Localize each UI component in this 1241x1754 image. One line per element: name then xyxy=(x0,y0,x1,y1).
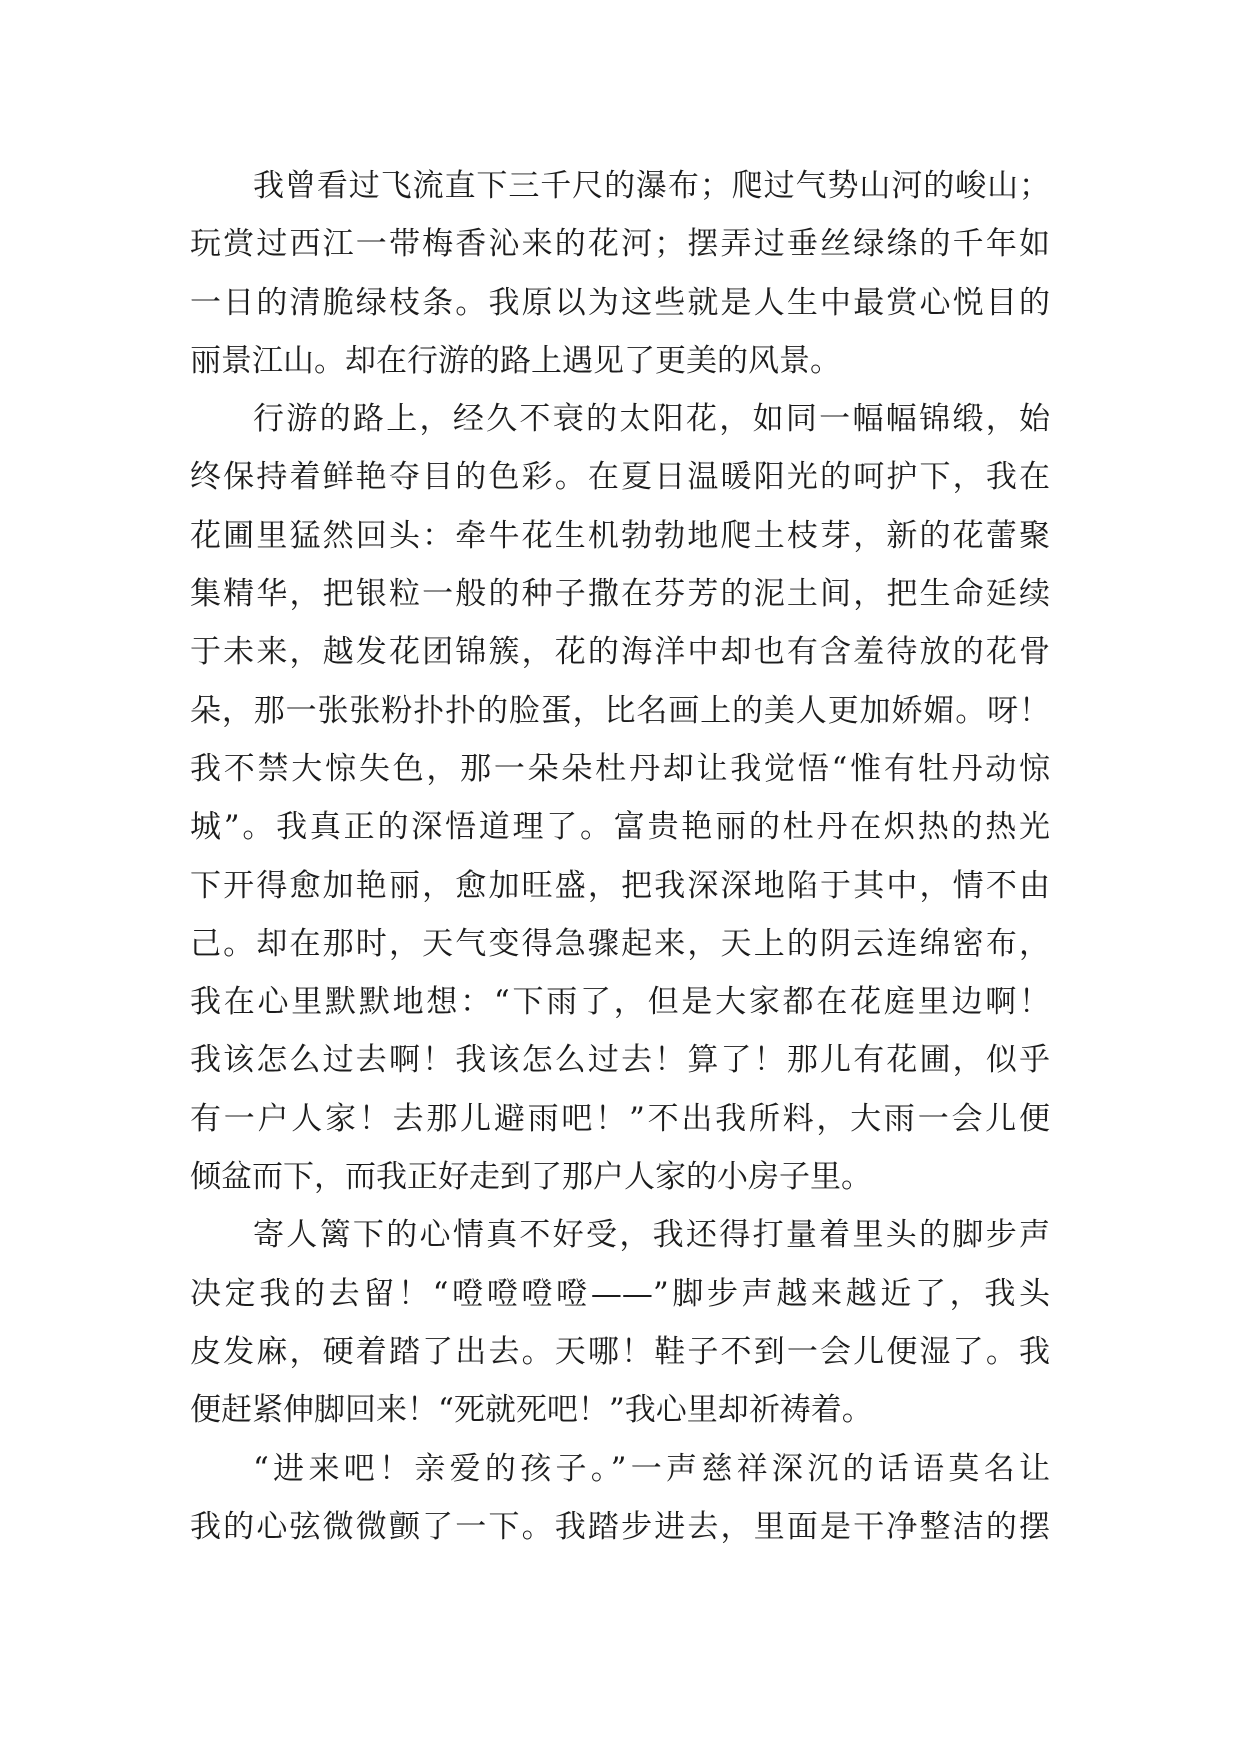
text-line: 有一户人家！去那儿避雨吧！”不出我所料，大雨一会儿便 xyxy=(190,1100,1050,1137)
text-line: 我的心弦微微颤了一下。我踏步进去，里面是干净整洁的摆 xyxy=(190,1508,1050,1545)
text-line: 我不禁大惊失色，那一朵朵杜丹却让我觉悟“惟有牡丹动惊 xyxy=(190,750,1050,787)
text-line: 下开得愈加艳丽，愈加旺盛，把我深深地陷于其中，情不由 xyxy=(190,867,1050,904)
essay-body xyxy=(190,157,1050,1556)
text-line: 集精华，把银粒一般的种子撒在芬芳的泥土间，把生命延续 xyxy=(190,576,1050,613)
text-line: 决定我的去留！“噔噔噔噔——”脚步声越来越近了，我头 xyxy=(190,1275,1050,1312)
text-line: 玩赏过西江一带梅香沁来的花河；摆弄过垂丝绿绦的千年如 xyxy=(190,226,1050,263)
text-line: 行游的路上，经久不衰的太阳花，如同一幅幅锦缎，始 xyxy=(253,401,1050,438)
text-line: 丽景江山。却在行游的路上遇见了更美的风景。 xyxy=(190,342,841,379)
text-line: 倾盆而下，而我正好走到了那户人家的小房子里。 xyxy=(190,1159,872,1196)
text-line: “进来吧！亲爱的孩子。”一声慈祥深沉的话语莫名让 xyxy=(253,1450,1050,1487)
text-line: 于未来，越发花团锦簇，花的海洋中却也有含羞待放的花骨 xyxy=(190,634,1050,671)
text-line: 我曾看过飞流直下三千尺的瀑布；爬过气势山河的峻山； xyxy=(253,168,1050,204)
text-line: 城”。我真正的深悟道理了。富贵艳丽的杜丹在炽热的热光 xyxy=(190,809,1050,846)
text-line: 一日的清脆绿枝条。我原以为这些就是人生中最赏心悦目的 xyxy=(190,284,1050,321)
text-line: 己。却在那时，天气变得急骤起来，天上的阴云连绵密布， xyxy=(190,925,1050,962)
text-line: 便赶紧伸脚回来！“死就死吧！”我心里却祈祷着。 xyxy=(190,1392,873,1429)
text-line: 终保持着鲜艳夺目的色彩。在夏日温暖阳光的呵护下，我在 xyxy=(190,459,1050,496)
text-line: 朵，那一张张粉扑扑的脸蛋，比名画上的美人更加娇媚。呀！ xyxy=(190,692,1050,729)
text-line: 花圃里猛然回头：牵牛花生机勃勃地爬土枝芽，新的花蕾聚 xyxy=(190,517,1050,554)
text-line: 皮发麻，硬着踏了出去。天哪！鞋子不到一会儿便湿了。我 xyxy=(190,1333,1050,1370)
text-line: 我在心里默默地想：“下雨了，但是大家都在花庭里边啊！ xyxy=(190,984,1050,1021)
text-line: 寄人篱下的心情真不好受，我还得打量着里头的脚步声 xyxy=(253,1217,1050,1254)
text-line: 我该怎么过去啊！我该怎么过去！算了！那儿有花圃，似乎 xyxy=(190,1042,1050,1079)
